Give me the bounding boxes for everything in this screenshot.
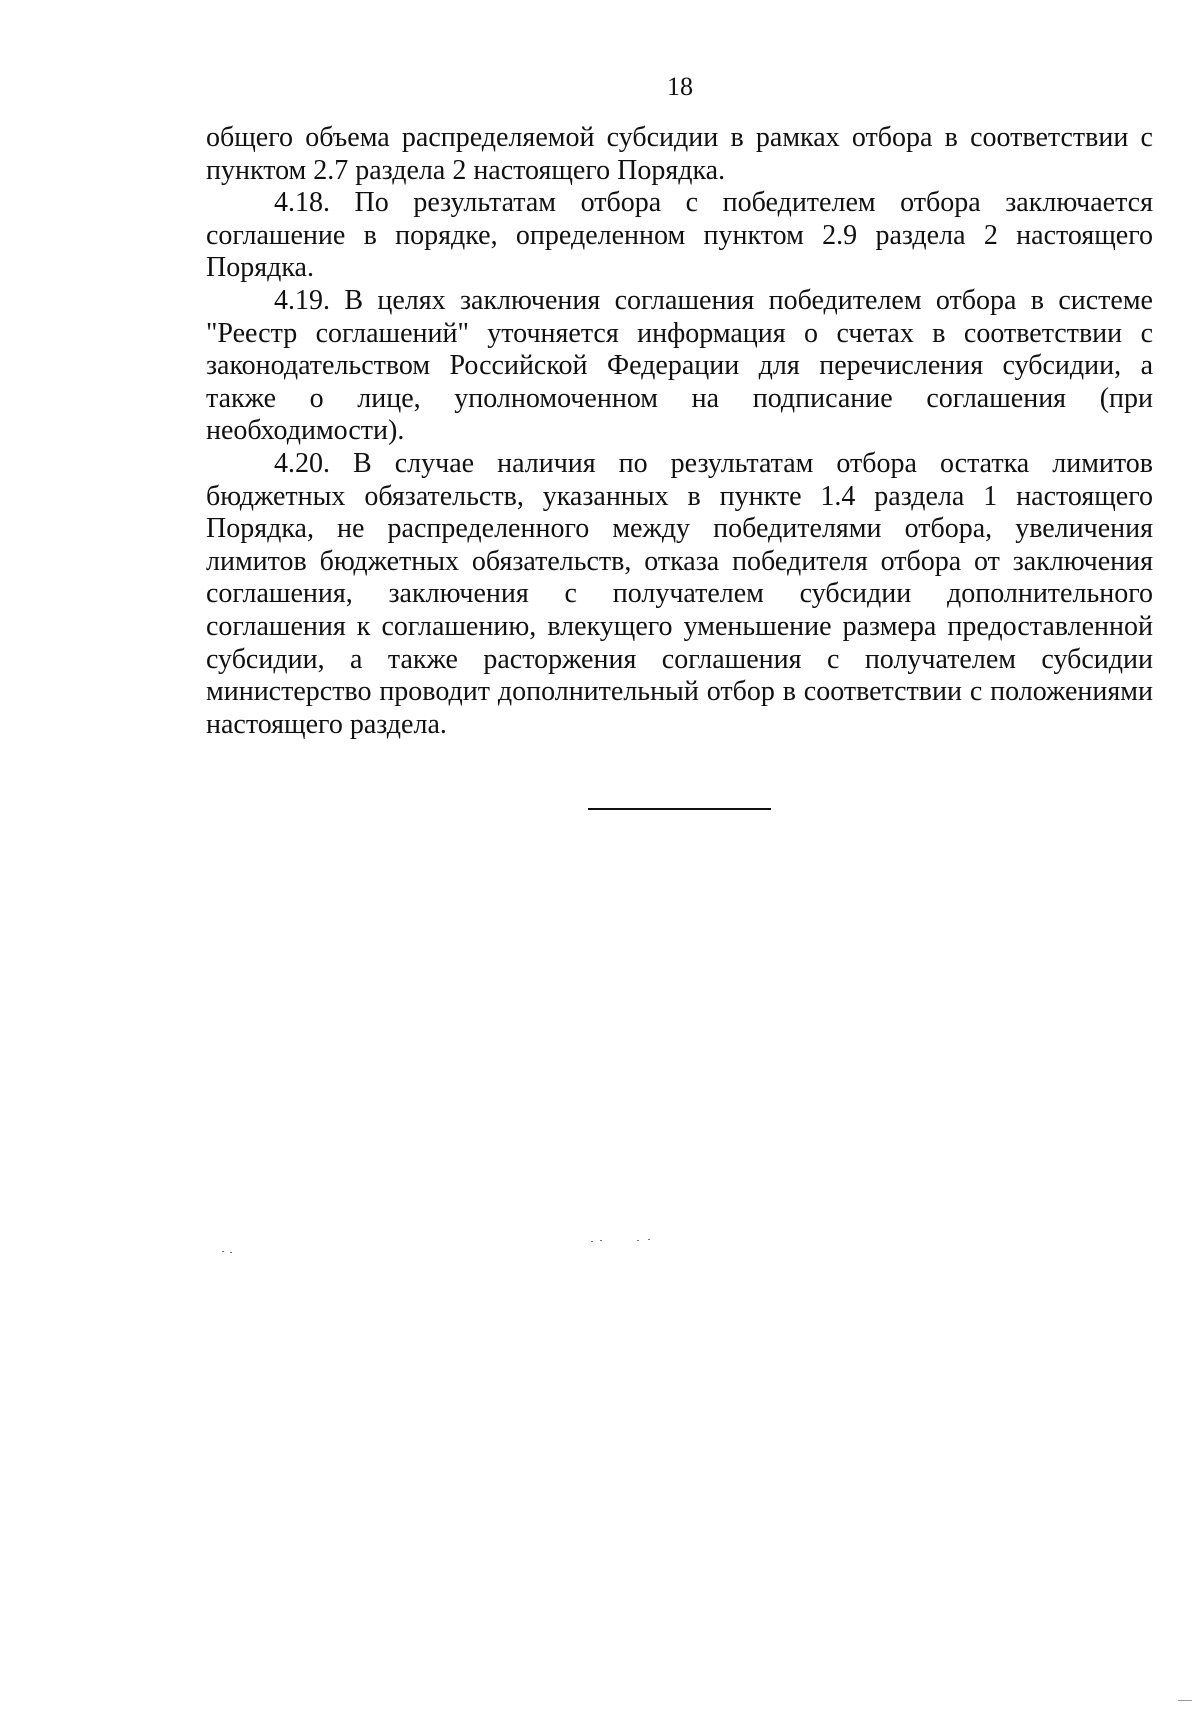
scan-speck (591, 1241, 593, 1242)
paragraph-4-19: 4.19. В целях заключения соглашения победителем отбора в системе "Реестр соглашений" уточняется информация о счетах в соответствии с законодательством Российской Федерации для перечисления субсидии, а также о лице, уполномоченном на подписание соглашения (при необходимости). (206, 284, 1153, 447)
scan-speck (648, 1239, 650, 1240)
scan-speck (600, 1240, 602, 1241)
paragraph-continuation: общего объема распределяемой субсидии в рамках отбора в соответствии с пунктом 2.7 раздела 2 настоящего Порядка. (206, 122, 1153, 186)
scan-speck (222, 1251, 224, 1252)
section-end-rule (588, 808, 771, 810)
paragraph-4-18: 4.18. По результатам отбора с победителем отбора заключается соглашение в порядке, определенном пунктом 2.9 раздела 2 настоящего Порядка. (206, 187, 1153, 284)
page-number: 18 (667, 72, 693, 101)
scan-speck (637, 1240, 639, 1241)
paragraph-4-20: 4.20. В случае наличия по результатам отбора остатка лимитов бюджетных обязательств, указанных в пункте 1.4 раздела 1 настоящего Порядка, не распределенного между победителями отбора, увеличения лимитов бюджетных обязательств, отказа победителя отбора от заключения соглашения, заключения с получателем субсидии дополнительного соглашения к соглашению, влекущего уменьшение размера предоставленной субсидии, а также расторжения соглашения с получателем субсидии министерство проводит дополнительный отбор в соответствии с положениями настоящего раздела. (206, 447, 1153, 740)
document-body (206, 122, 1153, 741)
scan-edge-mark (1178, 1700, 1192, 1701)
scan-speck (230, 1252, 232, 1253)
